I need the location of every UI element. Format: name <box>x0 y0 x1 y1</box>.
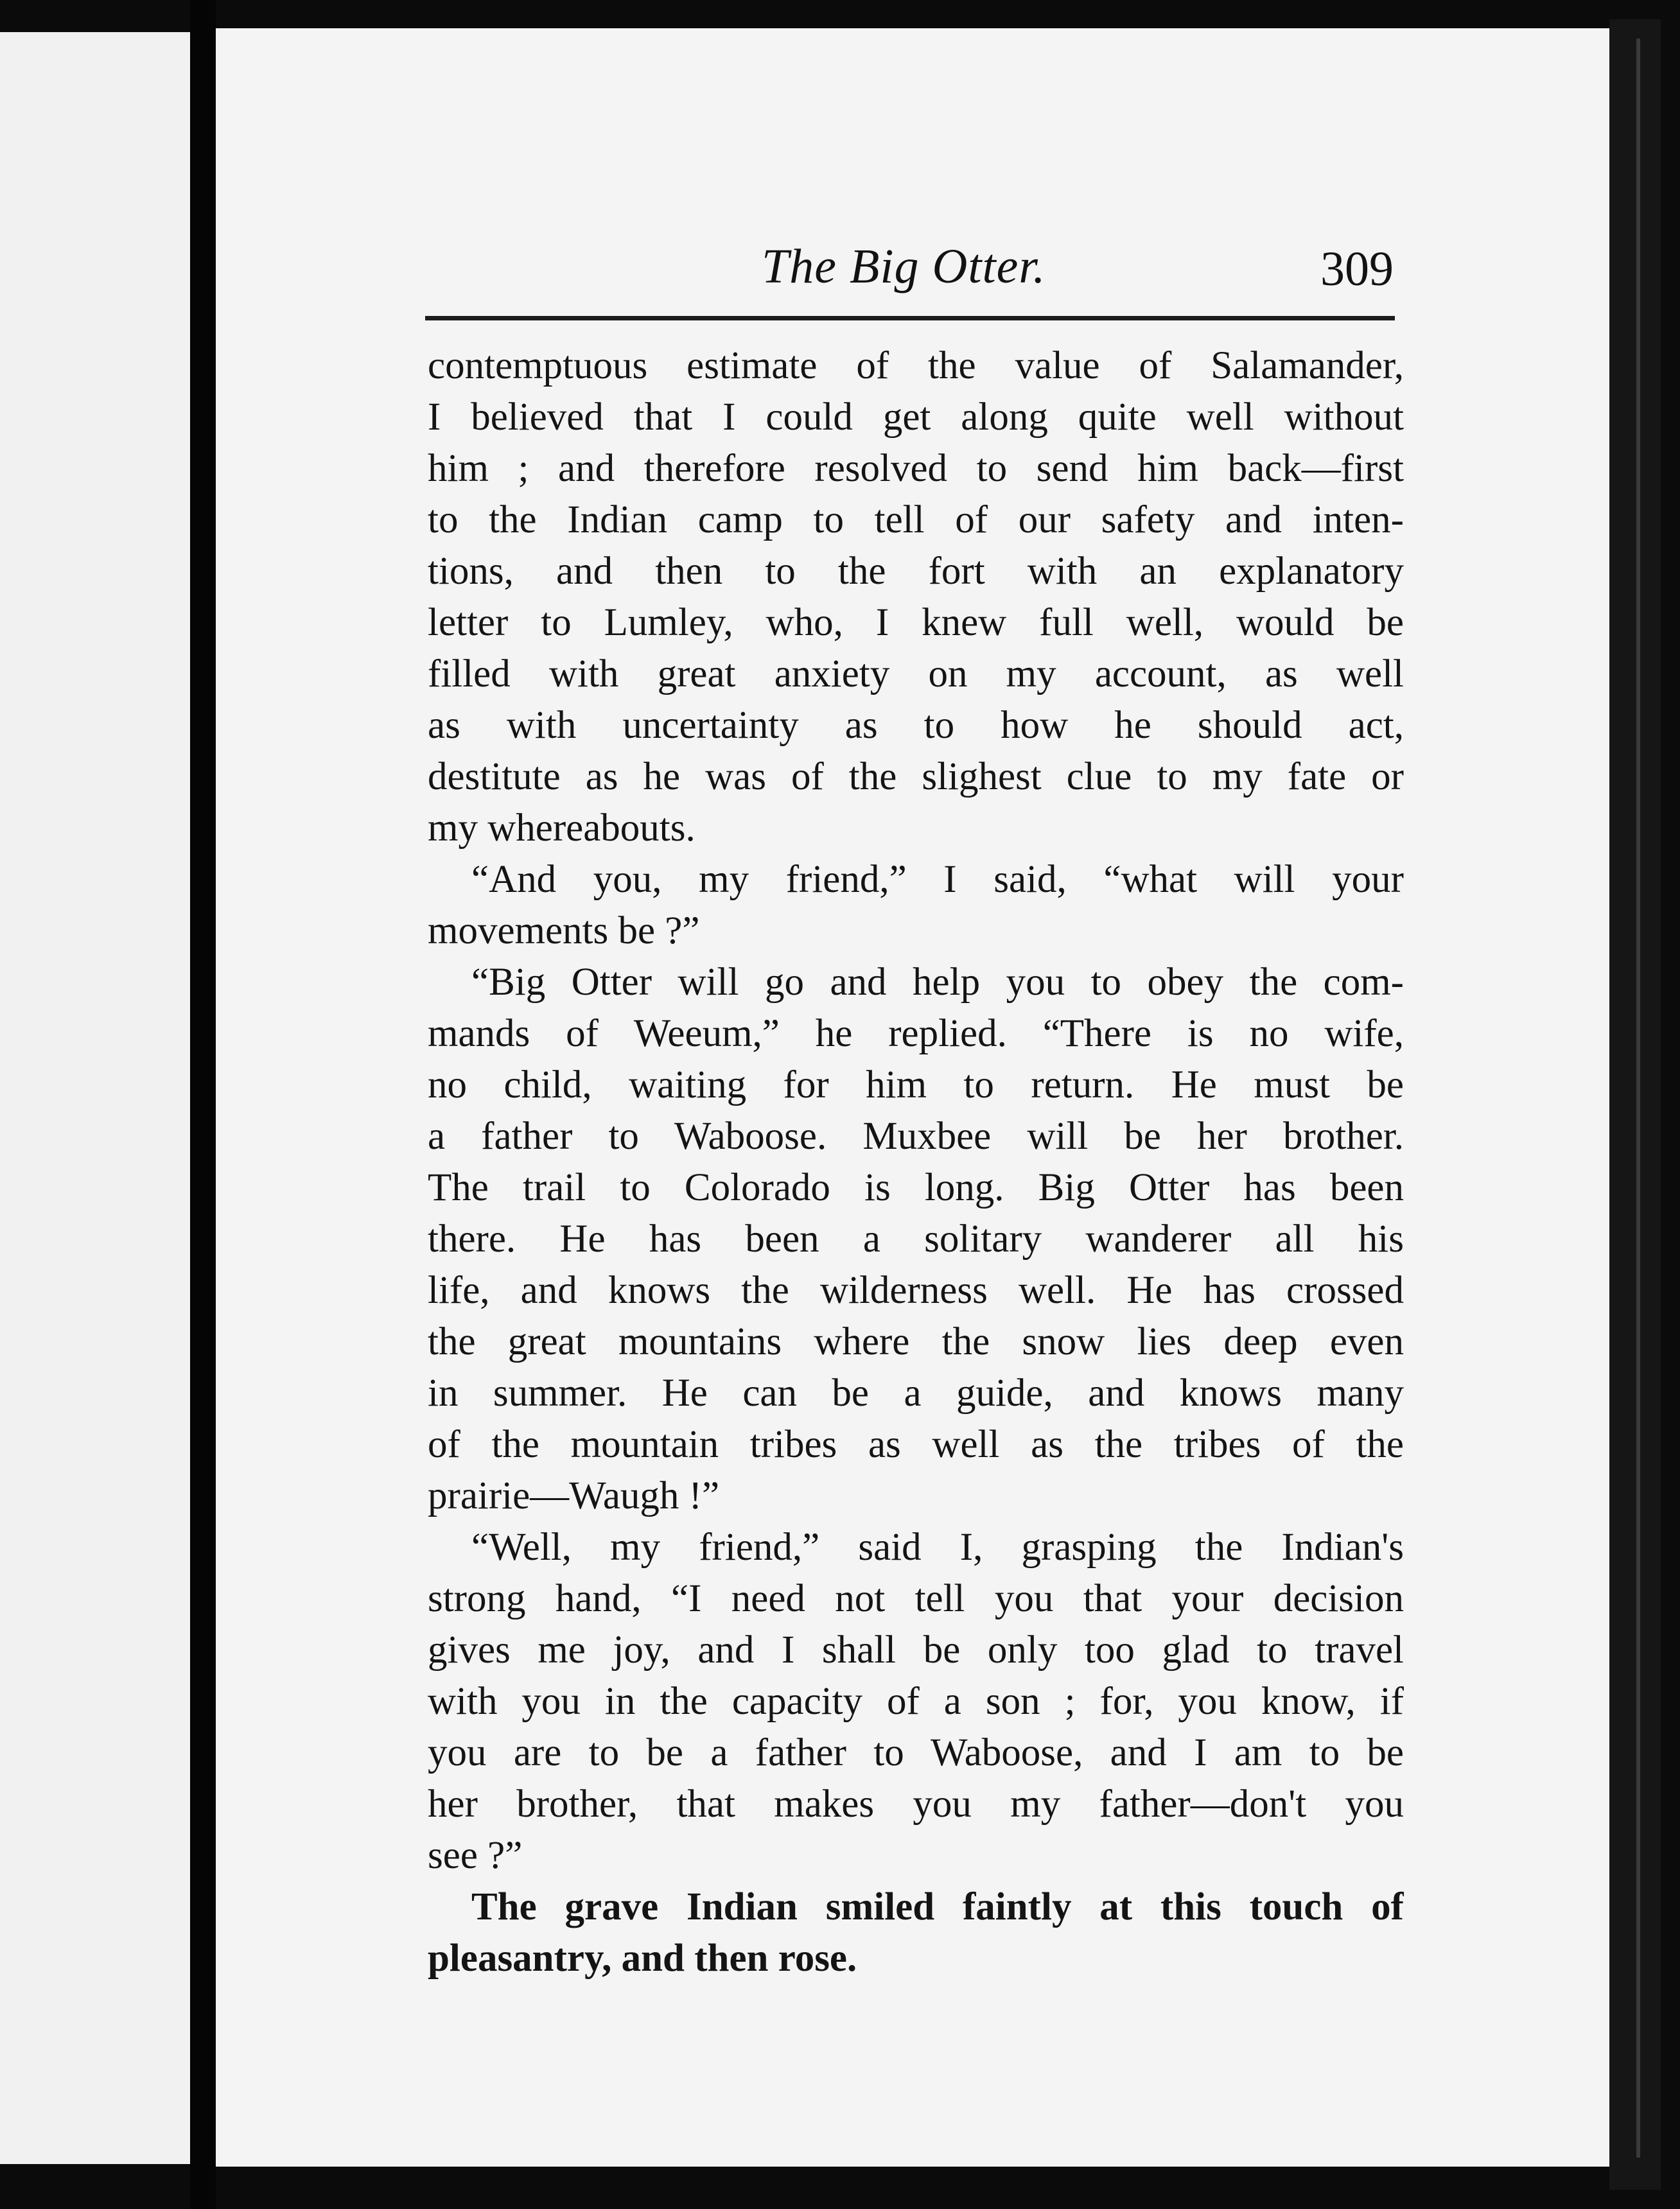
text-line: filled with great anxiety on my account, as well <box>428 652 1404 695</box>
text-line: The grave Indian smiled faintly at this touch of <box>471 1885 1404 1928</box>
running-title: The Big Otter. <box>762 240 1046 293</box>
page-edge-shadow <box>1609 19 1661 2190</box>
facing-page-edge <box>0 32 190 2164</box>
text-line: strong hand, “I need not tell you that your decision <box>428 1577 1404 1620</box>
text-line: “Well, my friend,” said I, grasping the Indian's <box>471 1526 1404 1569</box>
text-line: “Big Otter will go and help you to obey the com- <box>471 961 1404 1004</box>
text-line: movements be ?” <box>428 909 700 952</box>
text-line: my whereabouts. <box>428 807 696 850</box>
text-line: gives me joy, and I shall be only too glad to travel <box>428 1628 1404 1672</box>
text-line: The trail to Colorado is long. Big Otter has been <box>428 1166 1404 1209</box>
running-head <box>216 221 1609 304</box>
header-rule <box>425 316 1395 320</box>
text-line: pleasantry, and then rose. <box>428 1937 857 1980</box>
text-line: her brother, that makes you my father—don't you <box>428 1783 1404 1826</box>
text-line: you are to be a father to Waboose, and I am to be <box>428 1731 1404 1774</box>
book-gutter <box>190 0 216 2209</box>
text-line: the great mountains where the snow lies deep even <box>428 1320 1404 1363</box>
page-number: 309 <box>1320 242 1394 296</box>
page-edge-line <box>1636 39 1640 2158</box>
book-page <box>216 28 1609 2167</box>
text-line: no child, waiting for him to return. He must be <box>428 1063 1404 1106</box>
text-line: of the mountain tribes as well as the tribes of the <box>428 1423 1404 1466</box>
text-line: life, and knows the wilderness well. He has crossed <box>428 1269 1404 1312</box>
text-line: him ; and therefore resolved to send him back—first <box>428 447 1404 490</box>
text-line: with you in the capacity of a son ; for, you know, if <box>428 1680 1404 1723</box>
text-line: destitute as he was of the slighest clue to my fate or <box>428 755 1404 798</box>
body-text <box>428 340 1404 1984</box>
text-line: as with uncertainty as to how he should act, <box>428 704 1404 747</box>
text-line: “And you, my friend,” I said, “what will your <box>471 858 1404 901</box>
text-line: mands of Weeum,” he replied. “There is no wife, <box>428 1012 1404 1055</box>
text-line: in summer. He can be a guide, and knows many <box>428 1372 1404 1415</box>
text-line: I believed that I could get along quite well without <box>428 396 1404 439</box>
text-line: see ?” <box>428 1834 523 1877</box>
text-line: prairie—Waugh !” <box>428 1474 720 1517</box>
text-line: tions, and then to the fort with an explanatory <box>428 550 1404 593</box>
text-line: letter to Lumley, who, I knew full well, would be <box>428 601 1404 644</box>
text-line: a father to Waboose. Muxbee will be her brother. <box>428 1115 1404 1158</box>
text-line: to the Indian camp to tell of our safety and inten- <box>428 498 1404 541</box>
text-line: contemptuous estimate of the value of Salamander, <box>428 344 1404 387</box>
text-line: there. He has been a solitary wanderer all his <box>428 1218 1404 1261</box>
